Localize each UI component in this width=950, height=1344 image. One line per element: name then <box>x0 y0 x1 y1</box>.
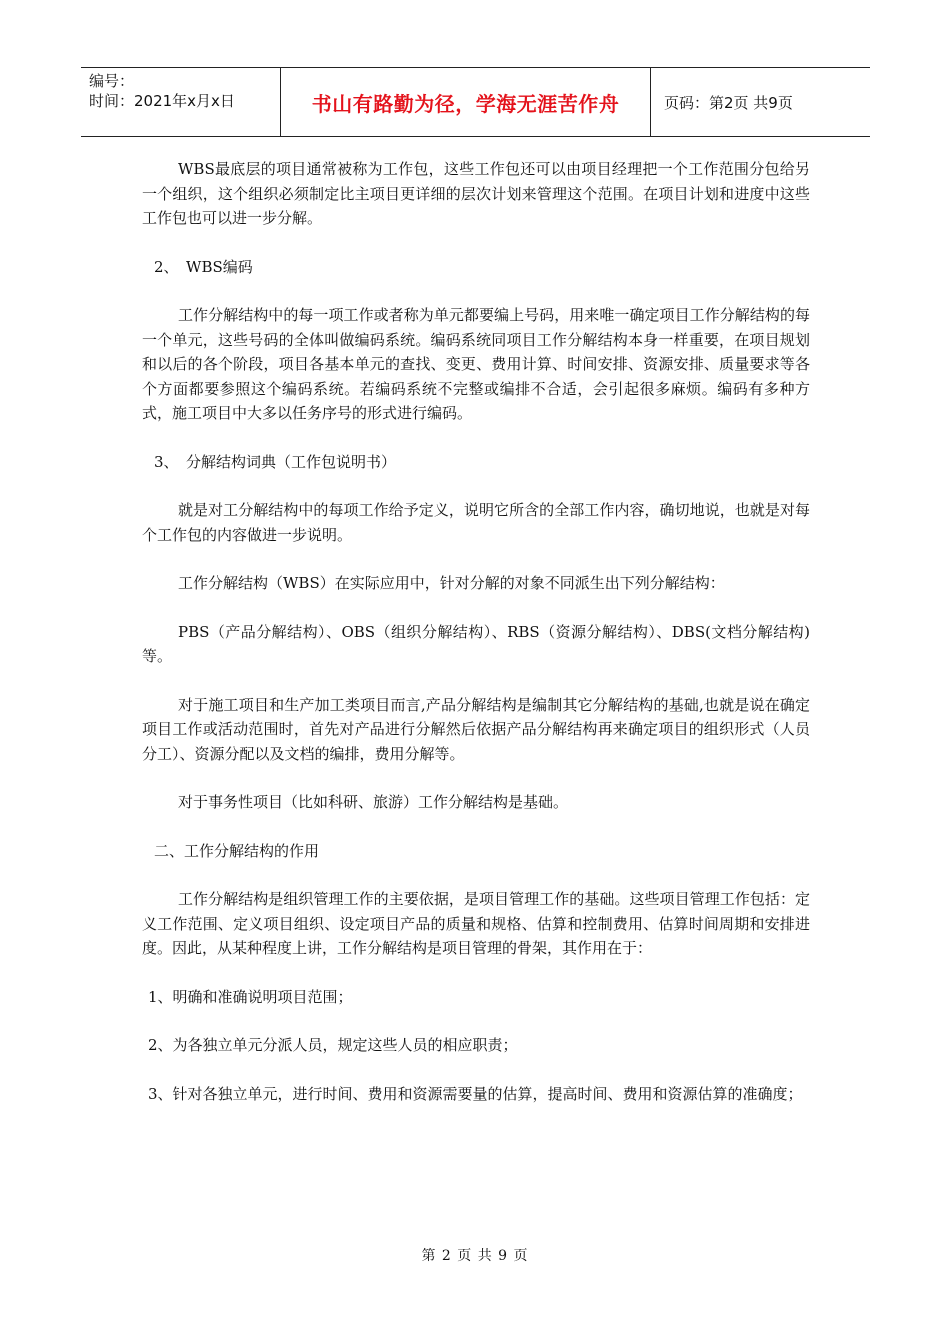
page-number-label: 页码：第2页 共9页 <box>664 93 793 112</box>
paragraph-derived-structures: 工作分解结构（WBS）在实际应用中，针对分解的对象不同派生出下列分解结构： <box>178 574 725 592</box>
heading-wbs-coding: 2、 WBS编码 <box>154 257 253 276</box>
date-label: 时间：2021年x月x日 <box>89 92 235 110</box>
list-item: 1、明确和准确说明项目范围； <box>148 987 353 1006</box>
paragraph-wbs-bottom-level: WBS最底层的项目通常被称为工作包，这些工作包还可以由项目经理把一个工作范围分包给另一个组织，这个组织必须制定比主项目更详细的层次计划来管理这个范围。在项目计划和进度中这些工作包也可以进一步分解。 <box>142 160 810 227</box>
paragraph-wbs-basis: 工作分解结构是组织管理工作的主要依据，是项目管理工作的基础。这些项目管理工作包括：定义工作范围、定义项目组织、设定项目产品的质量和规格、估算和控制费用、估算时间周期和安排进度。因此，从某种程度上讲，工作分解结构是项目管理的骨架，其作用在于： <box>142 890 810 957</box>
paragraph-product-structure: 对于施工项目和生产加工类项目而言,产品分解结构是编制其它分解结构的基础,也就是说在确定项目工作或活动范围时，首先对产品进行分解然后依据产品分解结构再来确定项目的组织形式（人员分工）、资源分配以及文档的编排，费用分解等。 <box>142 695 810 763</box>
paragraph-coding-system: 工作分解结构中的每一项工作或者称为单元都要编上号码，用来唯一确定项目工作分解结构的每一个单元，这些号码的全体叫做编码系统。编码系统同项目工作分解结构本身一样重要，在项目规划和以后的各个阶段，项目各基本单元的查找、变更、费用计算、时间安排、资源安排、质量要求等各个方面都要参照这个编码系统。若编码系统不完整或编排不合适，会引起很多麻烦。编码有多种方式，施工项目中大多以任务序号的形式进行编码。 <box>142 306 810 422</box>
header-page-cell <box>651 68 870 136</box>
page-header <box>81 67 870 137</box>
page-footer: 第 2 页 共 9 页 <box>421 1248 529 1264</box>
header-left-cell <box>81 68 281 136</box>
paragraph-transactional-projects: 对于事务性项目（比如科研、旅游）工作分解结构是基础。 <box>178 793 569 811</box>
list-item: 2、为各独立单元分派人员，规定这些人员的相应职责； <box>148 1036 518 1054</box>
list-item: 3、针对各独立单元，进行时间、费用和资源需要量的估算，提高时间、费用和资源估算的准确度； <box>148 1084 803 1103</box>
header-motto-cell <box>281 68 651 136</box>
motto-text: 书山有路勤为径，学海无涯苦作舟 <box>311 91 620 116</box>
document-number-label: 编号： <box>89 72 135 90</box>
paragraph-dictionary-definition: 就是对工分解结构中的每项工作给予定义，说明它所含的全部工作内容，确切地说，也就是对每个工作包的内容做进一步说明。 <box>142 501 810 544</box>
heading-wbs-role: 二、工作分解结构的作用 <box>154 841 320 860</box>
paragraph-structure-list: PBS（产品分解结构）、OBS（组织分解结构）、RBS（资源分解结构）、DBS(文档分解结构)等。 <box>142 622 810 665</box>
document-body <box>142 157 810 1130</box>
heading-dictionary: 3、 分解结构词典（工作包说明书） <box>154 452 397 471</box>
